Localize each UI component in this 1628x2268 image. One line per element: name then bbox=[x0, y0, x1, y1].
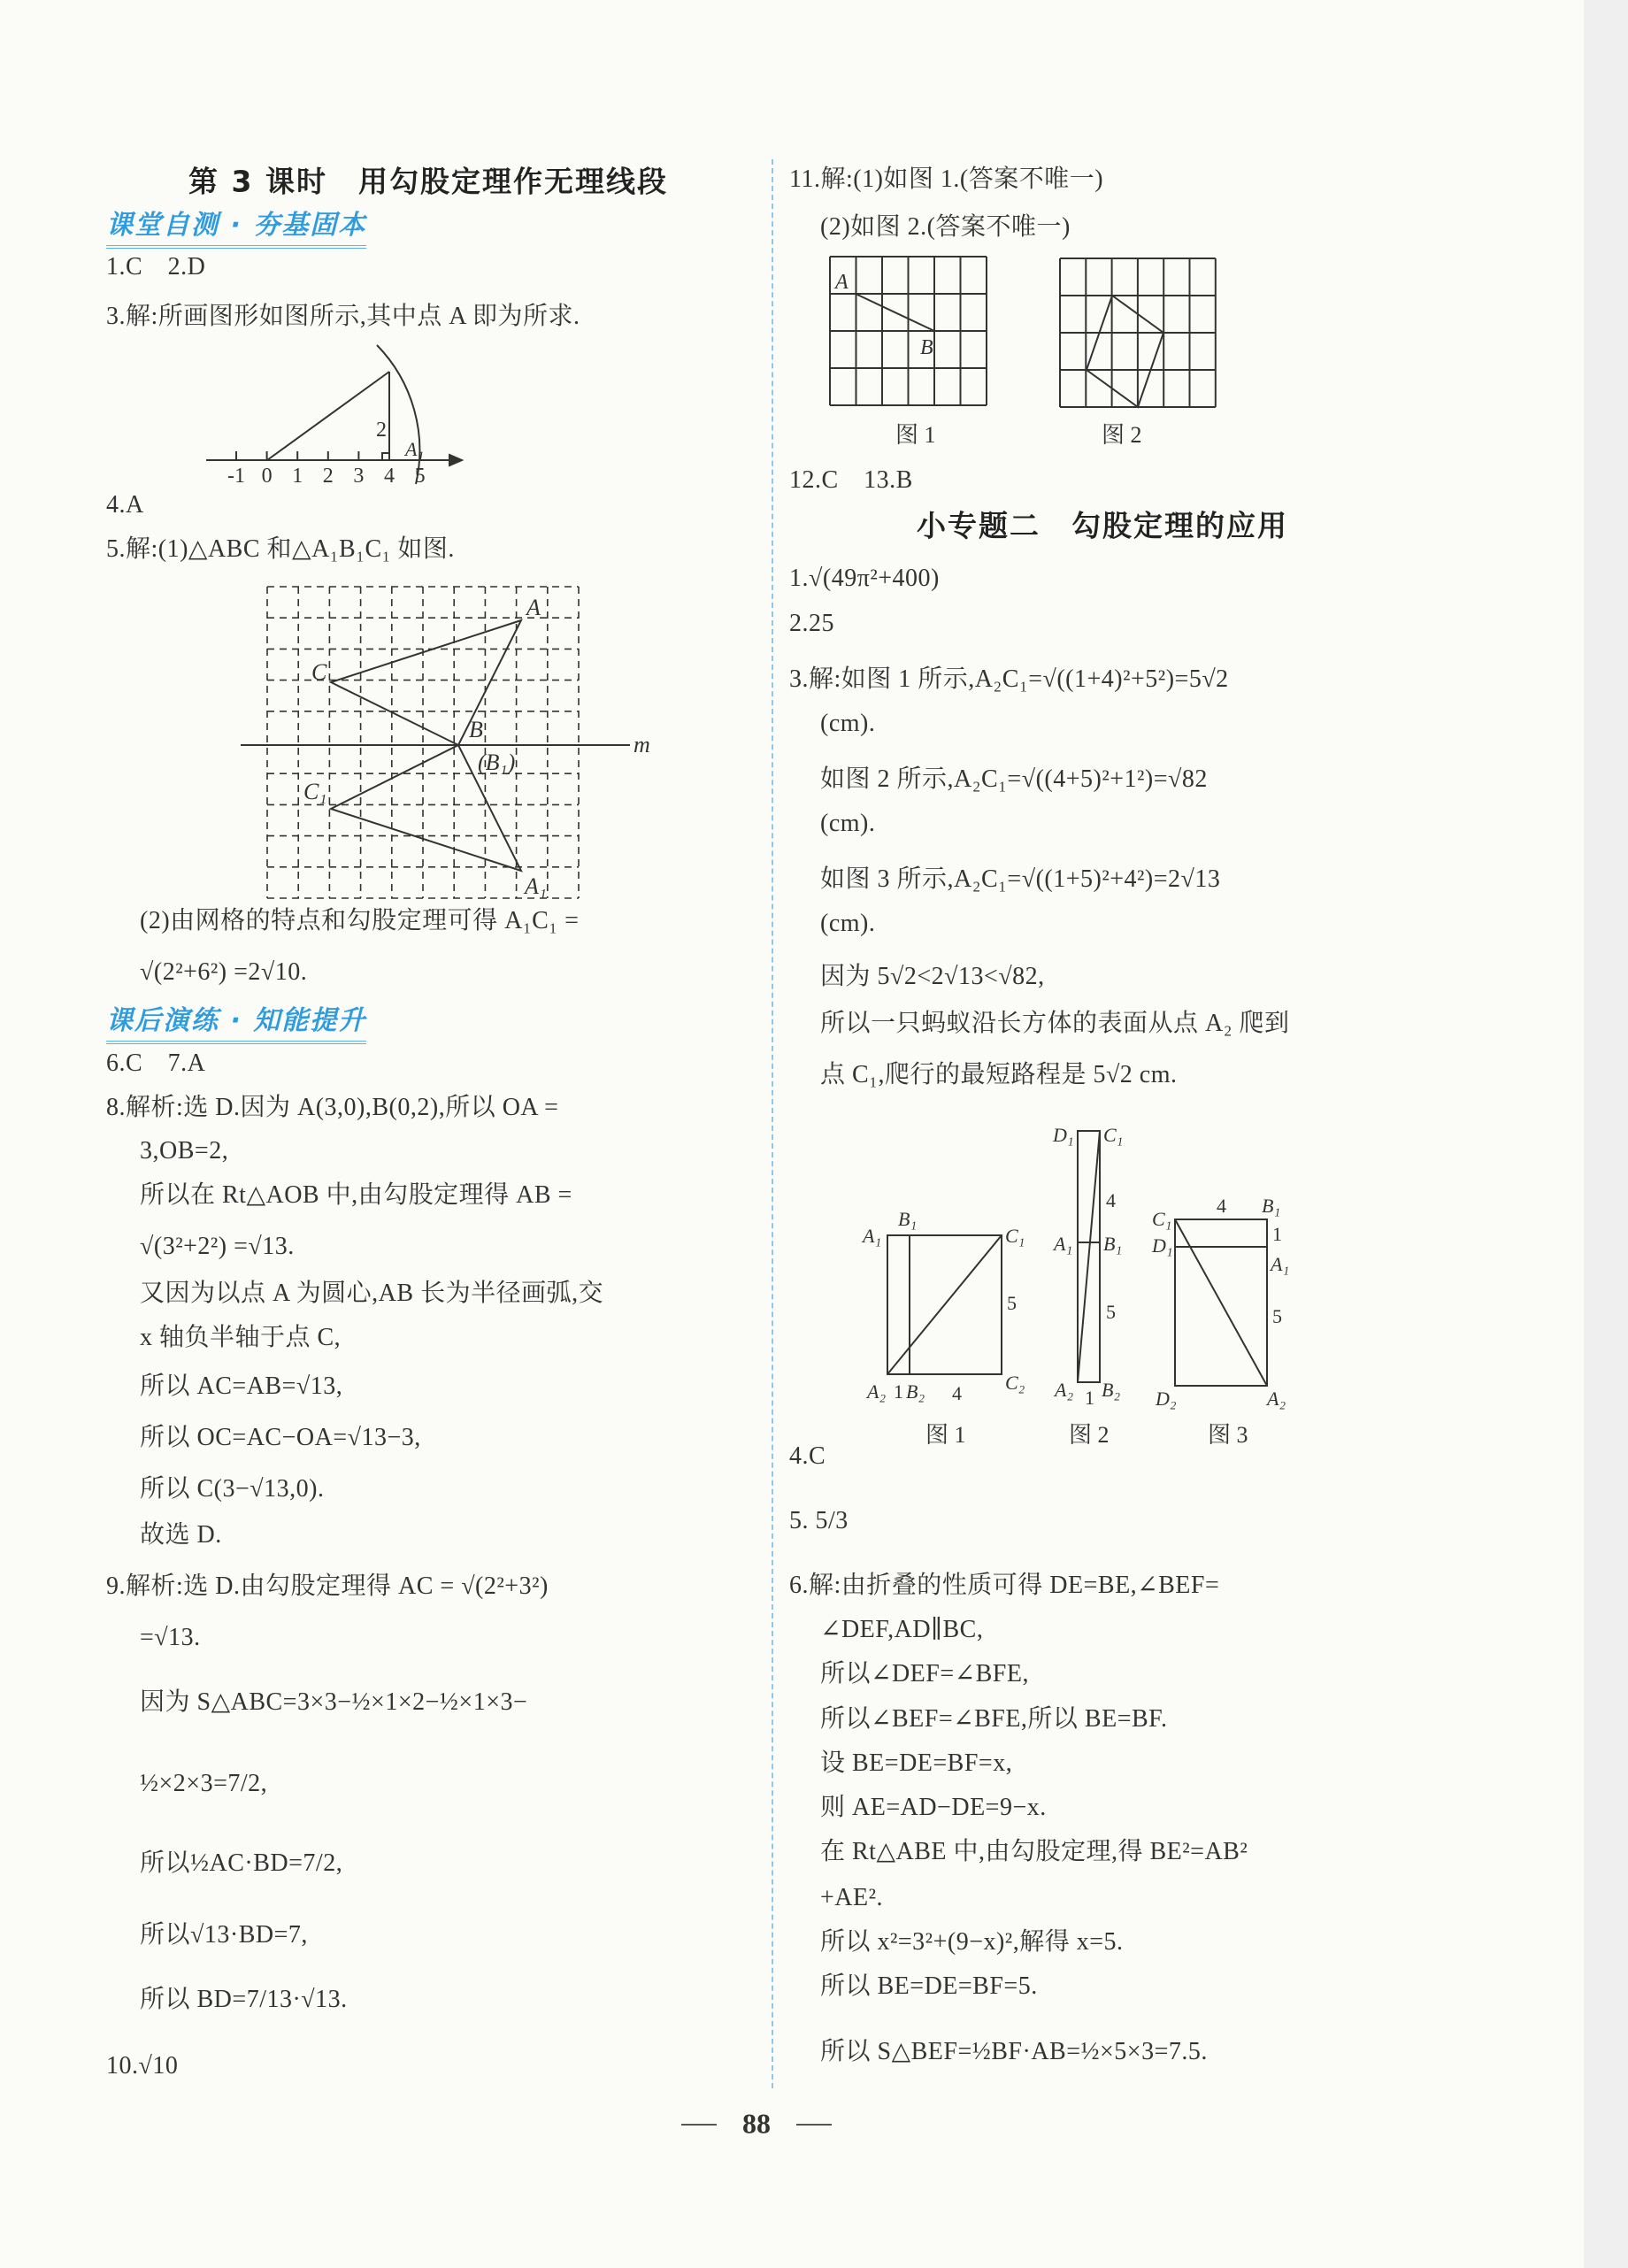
answer-line: 设 BE=DE=BF=x, bbox=[820, 1749, 1013, 1777]
answer-line: 所以½AC·BD=7/2, bbox=[140, 1849, 343, 1877]
answer-line: 在 Rt△ABE 中,由勾股定理,得 BE²=AB² bbox=[820, 1838, 1248, 1865]
answer-line: +AE². bbox=[820, 1884, 884, 1911]
point-label: A₁ bbox=[405, 438, 425, 460]
tick-label: 4 bbox=[384, 465, 395, 488]
grid-figure-1 bbox=[830, 257, 987, 448]
length-label: 5 bbox=[1272, 1305, 1282, 1327]
vertex-label: C₁ bbox=[1103, 1124, 1124, 1146]
page-number-dash bbox=[681, 2124, 717, 2126]
label-C1: C₁ bbox=[303, 779, 327, 804]
answer-line: 所以在 Rt△AOB 中,由勾股定理得 AB = bbox=[140, 1181, 572, 1209]
answer-line: 所以 x²=3²+(9−x)²,解得 x=5. bbox=[820, 1928, 1124, 1956]
label-A: A bbox=[835, 271, 849, 294]
answer-line: 所以 C(3−√13,0). bbox=[140, 1475, 325, 1503]
topic-title: 小专题二 勾股定理的应用 bbox=[917, 508, 1288, 543]
answer-line: ∠DEF,AD∥BC, bbox=[820, 1616, 984, 1643]
page-number-dash bbox=[796, 2124, 832, 2126]
tick-label: -1 bbox=[227, 465, 245, 488]
fig-caption: 图 3 bbox=[1208, 1422, 1248, 1448]
vertex-label: C₂ bbox=[1005, 1372, 1025, 1394]
answer-line: 所以一只蚂蚁沿长方体的表面从点 A₂ 爬到 bbox=[820, 1010, 1290, 1037]
vertex-label: B₂ bbox=[906, 1380, 925, 1403]
answer-line: 所以∠DEF=∠BFE, bbox=[820, 1660, 1029, 1688]
section-heading-homework: 课后演练 · 知能提升 bbox=[106, 998, 366, 1044]
length-label: 4 bbox=[952, 1382, 962, 1404]
answer-line: 如图 2 所示,A₂C₁=√((4+5)²+1²)=√82 bbox=[820, 765, 1208, 793]
vertex-label: A₂ bbox=[867, 1380, 887, 1403]
answer-line: 3,OB=2, bbox=[140, 1137, 229, 1165]
tick-label: 3 bbox=[353, 465, 365, 488]
vertex-label: C₁ bbox=[1005, 1225, 1025, 1247]
tick-label: 2 bbox=[322, 465, 334, 488]
answer-line: 4.C bbox=[789, 1442, 826, 1470]
lesson-title: 第 3 课时 用勾股定理作无理线段 bbox=[188, 164, 668, 199]
answer-line: 所以∠BEF=∠BFE,所以 BE=BF. bbox=[820, 1705, 1168, 1733]
answer-line: 则 AE=AD−DE=9−x. bbox=[820, 1794, 1047, 1821]
length-label: 5 bbox=[1007, 1292, 1017, 1314]
grid-figure-2 bbox=[1060, 258, 1216, 448]
vertex-label: D₁ bbox=[1053, 1124, 1074, 1146]
vertex-label: A₂ bbox=[1055, 1379, 1074, 1401]
length-label: 1 bbox=[1272, 1223, 1282, 1245]
answer-line: 所以 OC=AC−OA=√13−3, bbox=[140, 1424, 421, 1451]
vertex-label: A₁ bbox=[863, 1225, 882, 1247]
label-m: m bbox=[634, 732, 650, 757]
answer-line: 因为 5√2<2√13<√82, bbox=[820, 963, 1045, 990]
vertex-label: B₁ bbox=[898, 1208, 918, 1230]
length-label: 1 bbox=[894, 1380, 903, 1403]
fig-caption: 图 1 bbox=[895, 422, 936, 448]
answer-line: 1.C 2.D bbox=[106, 253, 206, 281]
answer-line: 又因为以点 A 为圆心,AB 长为半径画弧,交 bbox=[140, 1280, 604, 1307]
reflection-grid-figure bbox=[241, 587, 650, 899]
answer-line: 所以 S△BEF=½BF·AB=½×5×3=7.5. bbox=[820, 2038, 1208, 2065]
answer-line: 所以 AC=AB=√13, bbox=[140, 1372, 343, 1400]
answer-line: 3.解:所画图形如图所示,其中点 A 即为所求. bbox=[106, 303, 580, 330]
tick-label: 5 bbox=[414, 465, 426, 488]
vertex-label: A₁ bbox=[1054, 1233, 1073, 1255]
answer-line: (cm). bbox=[820, 810, 876, 837]
length-label: 1 bbox=[1085, 1387, 1094, 1409]
fig-caption: 图 1 bbox=[925, 1422, 966, 1448]
vertex-label: B₁ bbox=[1103, 1233, 1123, 1255]
answer-line: =√13. bbox=[140, 1624, 201, 1651]
tick-label: 1 bbox=[292, 465, 303, 488]
fig-caption: 图 2 bbox=[1069, 1422, 1110, 1448]
vertex-label: D₂ bbox=[1156, 1388, 1177, 1410]
unfolded-box-figure-2 bbox=[1052, 1124, 1123, 1448]
answer-line: 6.C 7.A bbox=[106, 1049, 206, 1077]
label-C: C bbox=[311, 659, 327, 685]
vertex-label: B₁ bbox=[1262, 1195, 1281, 1217]
vertex-label: A₁ bbox=[1271, 1253, 1290, 1275]
answer-line: 故选 D. bbox=[140, 1521, 222, 1549]
tick-label: 0 bbox=[261, 465, 273, 488]
answer-line: 9.解析:选 D.由勾股定理得 AC = √(2²+3²) bbox=[106, 1572, 549, 1600]
label-A: A bbox=[526, 595, 541, 620]
length-label: 5 bbox=[1106, 1301, 1116, 1323]
answer-line: (2)由网格的特点和勾股定理可得 A₁C₁ = bbox=[140, 907, 580, 934]
section-heading-classroom: 课堂自测 · 夯基固本 bbox=[106, 203, 366, 249]
answer-line: (2)如图 2.(答案不唯一) bbox=[820, 213, 1071, 241]
label-B: B bbox=[920, 336, 933, 359]
answer-line: 2.25 bbox=[789, 610, 834, 637]
answer-line: 所以 BE=DE=BF=5. bbox=[820, 1972, 1038, 2000]
answer-line: 所以√13·BD=7, bbox=[140, 1921, 308, 1949]
length-label: 4 bbox=[1106, 1189, 1116, 1211]
fig-caption: 图 2 bbox=[1102, 422, 1142, 448]
vertex-label: B₂ bbox=[1102, 1379, 1121, 1401]
height-label: 2 bbox=[376, 419, 387, 442]
answer-line: 如图 3 所示,A₂C₁=√((1+5)²+4²)=2√13 bbox=[820, 865, 1221, 893]
number-line-figure bbox=[206, 345, 462, 488]
answer-line: 5.解:(1)△ABC 和△A₁B₁C₁ 如图. bbox=[106, 535, 455, 563]
length-label: 4 bbox=[1217, 1195, 1226, 1217]
answer-line: 8.解析:选 D.因为 A(3,0),B(0,2),所以 OA = bbox=[106, 1094, 559, 1121]
answer-line: 因为 S△ABC=3×3−½×1×2−½×1×3− bbox=[140, 1688, 528, 1716]
answer-line: 点 C₁,爬行的最短路程是 5√2 cm. bbox=[820, 1061, 1178, 1088]
answer-line: (cm). bbox=[820, 710, 876, 737]
answer-line: 11.解:(1)如图 1.(答案不唯一) bbox=[789, 165, 1104, 193]
answer-line: 5. 5/3 bbox=[789, 1507, 849, 1534]
vertex-label: D₁ bbox=[1152, 1234, 1173, 1257]
answer-line: 所以 BD=7/13·√13. bbox=[140, 1986, 348, 2013]
label-B1: (B₁) bbox=[478, 750, 516, 775]
page-number: 88 bbox=[742, 2107, 771, 2140]
label-B: B bbox=[469, 717, 483, 742]
answer-line: 1.√(49π²+400) bbox=[789, 565, 940, 592]
answer-line: x 轴负半轴于点 C, bbox=[140, 1324, 342, 1351]
vertex-label: A₂ bbox=[1267, 1388, 1286, 1410]
unfolded-box-figure-3 bbox=[1151, 1195, 1289, 1448]
unfolded-box-figure-1 bbox=[861, 1208, 1025, 1448]
answer-line: (cm). bbox=[820, 910, 876, 937]
answer-line: ½×2×3=7/2, bbox=[140, 1770, 268, 1797]
answer-line: 12.C 13.B bbox=[789, 466, 913, 494]
answer-line: 6.解:由折叠的性质可得 DE=BE,∠BEF= bbox=[789, 1572, 1220, 1599]
answer-line: √(2²+6²) =2√10. bbox=[140, 958, 308, 986]
label-A1: A₁ bbox=[525, 873, 547, 899]
answer-line: √(3²+2²) =√13. bbox=[140, 1233, 295, 1260]
answer-line: 4.A bbox=[106, 491, 144, 519]
answer-line: 10.√10 bbox=[106, 2052, 179, 2080]
vertex-label: C₁ bbox=[1152, 1208, 1172, 1230]
answer-line: 3.解:如图 1 所示,A₂C₁=√((1+4)²+5²)=5√2 bbox=[789, 665, 1229, 693]
